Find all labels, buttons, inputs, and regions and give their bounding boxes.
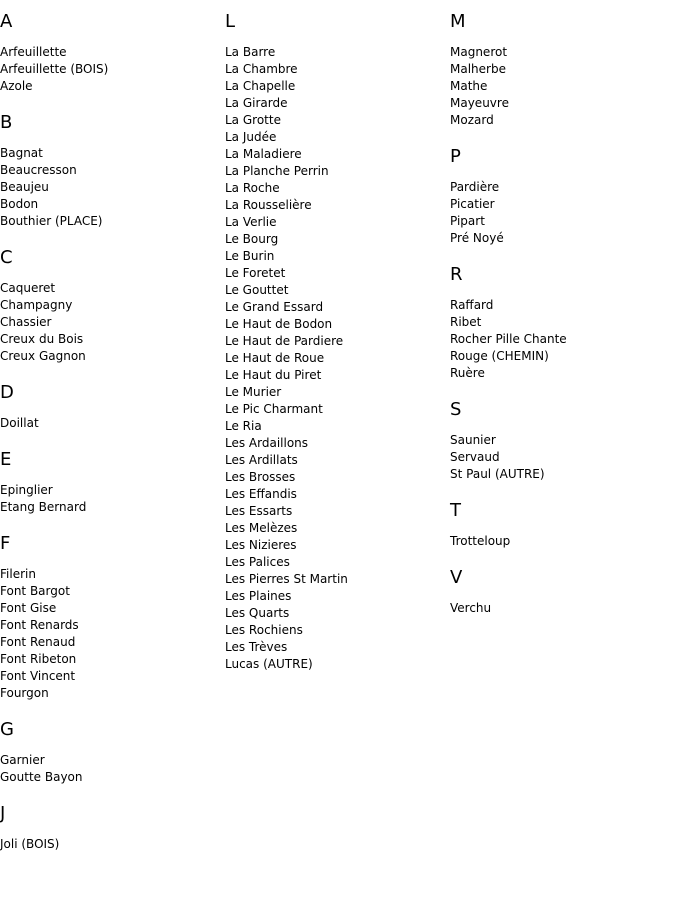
index-column-1: [0, 12, 220, 871]
place-name-item: Le Haut de Bodon: [225, 317, 333, 331]
place-name-item: Le Haut du Piret: [225, 368, 322, 382]
place-name-item: Ruère: [450, 366, 485, 380]
place-name-item: Azole: [0, 79, 33, 93]
place-name-item: Les Ardillats: [225, 453, 298, 467]
place-name-item: Rouge (CHEMIN): [450, 349, 549, 363]
place-name-item: Creux Gagnon: [0, 349, 86, 363]
place-name-item: Joli (BOIS): [0, 837, 60, 851]
section-letter-heading: A: [0, 11, 13, 32]
place-name-item: Le Gouttet: [225, 283, 289, 297]
index-column-3: [450, 12, 670, 635]
place-name-item: Malherbe: [450, 62, 506, 76]
place-name-item: Arfeuillette (BOIS): [0, 62, 109, 76]
letter-section-p: [450, 147, 670, 247]
place-name-item: Le Ria: [225, 419, 262, 433]
place-name-item: Les Quarts: [225, 606, 290, 620]
place-name-list: [225, 44, 445, 673]
place-name-item: Le Haut de Pardiere: [225, 334, 344, 348]
place-name-item: Mathe: [450, 79, 488, 93]
place-name-list: [0, 566, 220, 702]
section-letter-heading: R: [450, 264, 463, 285]
place-name-list: [450, 297, 670, 382]
place-name-item: La Judée: [225, 130, 277, 144]
place-name-item: Les Melèzes: [225, 521, 298, 535]
letter-section-m: [450, 12, 670, 129]
section-letter-heading: J: [0, 803, 6, 824]
place-name-list: [450, 533, 670, 550]
place-name-item: Verchu: [450, 601, 492, 615]
place-name-item: Servaud: [450, 450, 500, 464]
letter-section-v: [450, 568, 670, 617]
place-name-item: Champagny: [0, 298, 73, 312]
place-name-item: Les Ardaillons: [225, 436, 309, 450]
place-name-list: [0, 482, 220, 516]
letter-section-r: [450, 265, 670, 382]
section-letter-heading: E: [0, 449, 12, 470]
place-name-item: Etang Bernard: [0, 500, 87, 514]
section-letter-heading: G: [0, 719, 14, 740]
place-name-item: La Chambre: [225, 62, 298, 76]
place-name-item: Fourgon: [0, 686, 49, 700]
letter-section-t: [450, 501, 670, 550]
place-name-item: Mozard: [450, 113, 494, 127]
place-name-list: [0, 415, 220, 432]
letter-section-c: [0, 248, 220, 365]
place-name-item: Saunier: [450, 433, 496, 447]
place-name-item: Trotteloup: [450, 534, 511, 548]
place-name-item: Les Nizieres: [225, 538, 297, 552]
place-name-item: Font Renaud: [0, 635, 76, 649]
place-name-list: [0, 145, 220, 230]
place-name-item: Les Palices: [225, 555, 290, 569]
place-name-item: Chassier: [0, 315, 52, 329]
place-name-item: Les Plaines: [225, 589, 292, 603]
place-name-item: Le Pic Charmant: [225, 402, 323, 416]
place-name-item: Les Trèves: [225, 640, 288, 654]
place-name-item: Pardière: [450, 180, 500, 194]
place-name-item: La Maladiere: [225, 147, 302, 161]
place-name-item: Bouthier (PLACE): [0, 214, 103, 228]
place-name-item: La Planche Perrin: [225, 164, 329, 178]
place-name-item: Font Vincent: [0, 669, 76, 683]
place-name-list: [0, 44, 220, 95]
letter-section-e: [0, 450, 220, 516]
section-letter-heading: F: [0, 533, 11, 554]
place-name-item: Bagnat: [0, 146, 43, 160]
place-name-list: [0, 752, 220, 786]
letter-section-g: [0, 720, 220, 786]
place-name-item: Filerin: [0, 567, 36, 581]
letter-section-j: [0, 804, 220, 853]
letter-section-f: [0, 534, 220, 702]
place-name-item: La Verlie: [225, 215, 277, 229]
place-name-item: Goutte Bayon: [0, 770, 83, 784]
place-name-item: Caqueret: [0, 281, 56, 295]
place-name-item: Font Renards: [0, 618, 79, 632]
section-letter-heading: T: [450, 500, 461, 521]
place-name-item: Raffard: [450, 298, 494, 312]
place-name-item: Picatier: [450, 197, 495, 211]
place-name-item: Garnier: [0, 753, 45, 767]
place-name-list: [450, 44, 670, 129]
place-name-item: Rocher Pille Chante: [450, 332, 567, 346]
place-name-list: [0, 836, 220, 853]
section-letter-heading: B: [0, 112, 13, 133]
section-letter-heading: S: [450, 399, 462, 420]
place-name-item: Epinglier: [0, 483, 53, 497]
place-name-list: [450, 432, 670, 483]
place-name-item: Le Murier: [225, 385, 282, 399]
section-letter-heading: P: [450, 146, 461, 167]
place-name-item: Pipart: [450, 214, 485, 228]
section-letter-heading: L: [225, 11, 236, 32]
place-name-item: Le Bourg: [225, 232, 279, 246]
place-name-list: [0, 280, 220, 365]
place-name-item: Les Essarts: [225, 504, 293, 518]
place-name-item: Font Ribeton: [0, 652, 77, 666]
place-name-item: Doillat: [0, 416, 39, 430]
place-name-item: Le Burin: [225, 249, 275, 263]
place-name-item: Arfeuillette: [0, 45, 67, 59]
place-name-item: La Roche: [225, 181, 280, 195]
place-name-item: Les Effandis: [225, 487, 297, 501]
place-name-item: Ribet: [450, 315, 482, 329]
section-letter-heading: V: [450, 567, 463, 588]
section-letter-heading: C: [0, 247, 13, 268]
place-name-item: St Paul (AUTRE): [450, 467, 545, 481]
letter-section-s: [450, 400, 670, 483]
place-name-item: Beaujeu: [0, 180, 49, 194]
place-name-item: Mayeuvre: [450, 96, 509, 110]
letter-section-l: [225, 12, 445, 673]
place-name-item: La Barre: [225, 45, 276, 59]
place-name-item: Les Brosses: [225, 470, 296, 484]
place-name-item: Bodon: [0, 197, 39, 211]
place-name-item: Magnerot: [450, 45, 508, 59]
section-letter-heading: M: [450, 11, 466, 32]
place-name-item: Le Haut de Roue: [225, 351, 325, 365]
place-name-list: [450, 179, 670, 247]
letter-section-d: [0, 383, 220, 432]
place-name-item: Beaucresson: [0, 163, 77, 177]
place-name-item: Le Grand Essard: [225, 300, 324, 314]
place-name-item: La Rousselière: [225, 198, 312, 212]
place-name-list: [450, 600, 670, 617]
place-name-item: La Girarde: [225, 96, 288, 110]
section-letter-heading: D: [0, 382, 14, 403]
place-name-item: La Grotte: [225, 113, 281, 127]
letter-section-b: [0, 113, 220, 230]
place-name-item: Font Bargot: [0, 584, 70, 598]
place-name-item: Creux du Bois: [0, 332, 84, 346]
place-name-item: Pré Noyé: [450, 231, 504, 245]
place-name-item: La Chapelle: [225, 79, 296, 93]
letter-section-a: [0, 12, 220, 95]
place-name-item: Les Rochiens: [225, 623, 303, 637]
place-name-item: Les Pierres St Martin: [225, 572, 348, 586]
place-name-item: Le Foretet: [225, 266, 286, 280]
place-name-item: Lucas (AUTRE): [225, 657, 313, 671]
place-name-item: Font Gise: [0, 601, 57, 615]
index-column-2: [225, 12, 445, 691]
